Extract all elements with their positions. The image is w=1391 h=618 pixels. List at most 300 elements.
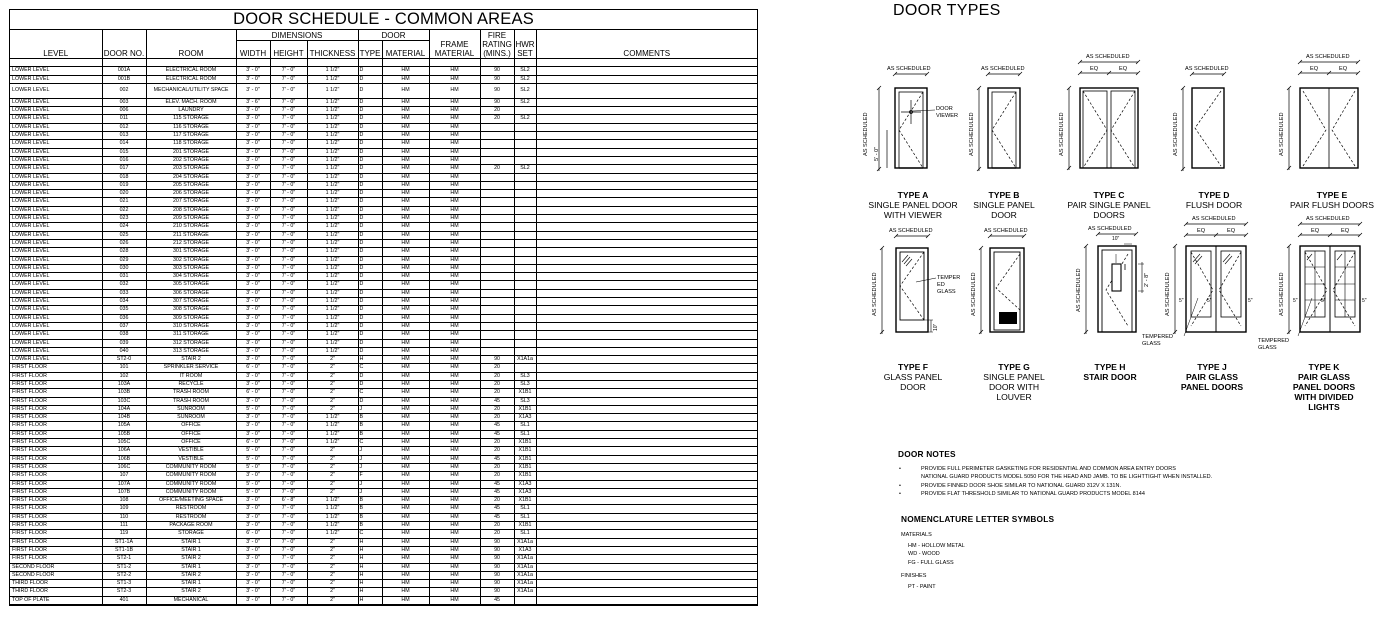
cell-comments: [536, 389, 757, 397]
cell-type: H: [358, 571, 382, 579]
cell-comments: [536, 397, 757, 405]
cell-type: J: [358, 488, 382, 496]
type-d-as-scheduled: AS SCHEDULED: [1185, 66, 1229, 72]
cell-thickness: 2": [307, 472, 358, 480]
type-j-sub-2: PANEL DOORS: [1180, 382, 1244, 392]
type-d-sub-1: FLUSH DOOR: [1185, 200, 1243, 210]
cell-hwr-set: [514, 190, 536, 198]
cell-room: VESTIBLE: [146, 455, 236, 463]
cell-hwr-set: [514, 123, 536, 131]
cell-door-no: 035: [102, 306, 146, 314]
type-k-as-scheduled: AS SCHEDULED: [1306, 216, 1350, 222]
cell-level: LOWER LEVEL: [10, 67, 102, 75]
cell-fire-rating: 90: [480, 555, 514, 563]
cell-room: STORAGE: [146, 530, 236, 538]
cell-hwr-set: SL1: [514, 530, 536, 538]
cell-width: 3' - 0": [236, 347, 270, 355]
cell-hwr-set: [514, 264, 536, 272]
cell-width: 3' - 0": [236, 588, 270, 596]
type-c-title: TYPE C: [1093, 190, 1125, 200]
schedule-row: [10, 231, 757, 239]
type-e-title: TYPE E: [1316, 190, 1348, 200]
cell-height: 7' - 0": [270, 248, 307, 256]
cell-thickness: 1 1/2": [307, 107, 358, 115]
type-f-sub-1: GLASS PANEL: [883, 372, 943, 382]
type-e-svg: [1274, 54, 1364, 174]
cell-hwr-set: [514, 248, 536, 256]
type-j-as-scheduled: AS SCHEDULED: [1192, 216, 1236, 222]
cell-width: 3' - 0": [236, 67, 270, 75]
cell-hwr-set: [514, 331, 536, 339]
schedule-row: [10, 414, 757, 422]
cell-type: C: [358, 389, 382, 397]
type-e-sub-1: PAIR FLUSH DOORS: [1290, 200, 1374, 210]
type-j-five-in-1: 5": [1179, 298, 1184, 304]
cell-thickness: 1 1/2": [307, 289, 358, 297]
schedule-row: [10, 75, 757, 83]
cell-type: D: [358, 115, 382, 123]
type-f-title: TYPE F: [897, 362, 929, 372]
type-b-label: [966, 190, 1042, 220]
cell-material: HM: [382, 356, 429, 364]
cell-door-no: 105B: [102, 430, 146, 438]
cell-type: D: [358, 264, 382, 272]
cell-door-no: 108: [102, 497, 146, 505]
cell-type: D: [358, 281, 382, 289]
col-header-type: TYPE: [358, 41, 382, 59]
cell-hwr-set: [514, 314, 536, 322]
cell-frame-material: HM: [429, 596, 480, 604]
cell-comments: [536, 206, 757, 214]
cell-thickness: 1 1/2": [307, 123, 358, 131]
cell-fire-rating: [480, 248, 514, 256]
cell-thickness: 1 1/2": [307, 505, 358, 513]
cell-room: 202 STORAGE: [146, 156, 236, 164]
cell-width: 3' - 0": [236, 546, 270, 554]
cell-room: 310 STORAGE: [146, 322, 236, 330]
type-k-five-in-2: 5": [1321, 298, 1326, 304]
cell-frame-material: HM: [429, 123, 480, 131]
cell-material: HM: [382, 67, 429, 75]
cell-material: HM: [382, 206, 429, 214]
col-header-fire-rating: FIRE RATING (MINS.): [480, 30, 514, 59]
cell-height: 7' - 0": [270, 596, 307, 604]
cell-material: HM: [382, 273, 429, 281]
cell-hwr-set: X1B1: [514, 447, 536, 455]
cell-room: 203 STORAGE: [146, 165, 236, 173]
cell-level: LOWER LEVEL: [10, 75, 102, 83]
cell-door-no: 014: [102, 140, 146, 148]
cell-hwr-set: SL2: [514, 83, 536, 98]
cell-type: D: [358, 273, 382, 281]
cell-material: HM: [382, 223, 429, 231]
cell-material: HM: [382, 538, 429, 546]
cell-room: 201 STORAGE: [146, 148, 236, 156]
cell-height: 7' - 0": [270, 546, 307, 554]
cell-type: D: [358, 206, 382, 214]
col-group-door: DOOR: [358, 30, 429, 41]
cell-comments: [536, 98, 757, 106]
cell-door-no: 031: [102, 273, 146, 281]
cell-comments: [536, 422, 757, 430]
schedule-row: [10, 422, 757, 430]
cell-frame-material: HM: [429, 306, 480, 314]
cell-thickness: 1 1/2": [307, 173, 358, 181]
cell-fire-rating: 90: [480, 546, 514, 554]
cell-type: C: [358, 364, 382, 372]
cell-fire-rating: 90: [480, 538, 514, 546]
cell-width: 3' - 0": [236, 223, 270, 231]
cell-material: HM: [382, 347, 429, 355]
cell-level: LOWER LEVEL: [10, 173, 102, 181]
cell-fire-rating: [480, 289, 514, 297]
cell-frame-material: HM: [429, 231, 480, 239]
cell-room: COMMUNITY ROOM: [146, 472, 236, 480]
cell-hwr-set: [514, 273, 536, 281]
cell-type: D: [358, 380, 382, 388]
type-d-svg: [1170, 66, 1240, 174]
cell-width: 3' - 0": [236, 75, 270, 83]
cell-type: B: [358, 422, 382, 430]
cell-room: 305 STORAGE: [146, 281, 236, 289]
cell-fire-rating: 90: [480, 98, 514, 106]
cell-level: LOWER LEVEL: [10, 206, 102, 214]
cell-fire-rating: 20: [480, 530, 514, 538]
cell-material: HM: [382, 397, 429, 405]
schedule-row: [10, 239, 757, 247]
cell-hwr-set: SL1: [514, 505, 536, 513]
cell-room: STAIR 2: [146, 356, 236, 364]
cell-height: 7' - 0": [270, 513, 307, 521]
cell-comments: [536, 588, 757, 596]
cell-door-no: 038: [102, 331, 146, 339]
cell-door-no: 102: [102, 372, 146, 380]
cell-comments: [536, 538, 757, 546]
cell-level: FIRST FLOOR: [10, 472, 102, 480]
cell-level: LOWER LEVEL: [10, 256, 102, 264]
cell-fire-rating: 20: [480, 165, 514, 173]
cell-door-no: 030: [102, 264, 146, 272]
schedule-row: [10, 314, 757, 322]
cell-type: H: [358, 546, 382, 554]
cell-comments: [536, 505, 757, 513]
cell-thickness: 1 1/2": [307, 98, 358, 106]
cell-comments: [536, 322, 757, 330]
cell-type: D: [358, 306, 382, 314]
cell-comments: [536, 414, 757, 422]
cell-material: HM: [382, 380, 429, 388]
schedule-row: [10, 555, 757, 563]
schedule-row: [10, 588, 757, 596]
cell-type: D: [358, 181, 382, 189]
cell-frame-material: HM: [429, 98, 480, 106]
type-c-eq-2: EQ: [1119, 66, 1128, 72]
type-f-drawing: [866, 228, 961, 340]
schedule-row: [10, 380, 757, 388]
type-j-as-scheduled-v: AS SCHEDULED: [1165, 272, 1171, 316]
cell-hwr-set: [514, 148, 536, 156]
cell-comments: [536, 380, 757, 388]
cell-height: 7' - 0": [270, 331, 307, 339]
cell-frame-material: HM: [429, 256, 480, 264]
cell-room: IT ROOM: [146, 372, 236, 380]
cell-height: 7' - 0": [270, 306, 307, 314]
schedule-row: [10, 580, 757, 588]
cell-hwr-set: [514, 281, 536, 289]
cell-frame-material: HM: [429, 248, 480, 256]
cell-width: 3' - 0": [236, 289, 270, 297]
schedule-row: [10, 372, 757, 380]
cell-room: VESTIBLE: [146, 447, 236, 455]
cell-door-no: 015: [102, 148, 146, 156]
schedule-row: [10, 596, 757, 604]
cell-height: 7' - 0": [270, 206, 307, 214]
cell-width: 3' - 0": [236, 231, 270, 239]
cell-door-no: 105C: [102, 439, 146, 447]
cell-room: 312 STORAGE: [146, 339, 236, 347]
cell-type: D: [358, 289, 382, 297]
cell-room: SPRINKLER SERVICE: [146, 364, 236, 372]
cell-comments: [536, 596, 757, 604]
cell-comments: [536, 165, 757, 173]
schedule-row: [10, 98, 757, 106]
cell-type: C: [358, 530, 382, 538]
cell-comments: [536, 298, 757, 306]
cell-fire-rating: [480, 181, 514, 189]
type-g-as-scheduled: AS SCHEDULED: [984, 228, 1028, 234]
schedule-row: [10, 83, 757, 98]
cell-thickness: 2": [307, 563, 358, 571]
cell-type: H: [358, 538, 382, 546]
cell-material: HM: [382, 596, 429, 604]
cell-hwr-set: [514, 223, 536, 231]
cell-fire-rating: [480, 306, 514, 314]
type-h-as-scheduled: AS SCHEDULED: [1088, 226, 1132, 232]
col-group-dimensions: DIMENSIONS: [236, 30, 358, 41]
finishes-heading: FINISHES: [901, 573, 927, 579]
schedule-row: [10, 488, 757, 496]
cell-width: 6' - 0": [236, 439, 270, 447]
cell-fire-rating: 45: [480, 397, 514, 405]
cell-width: 3' - 0": [236, 306, 270, 314]
cell-material: HM: [382, 181, 429, 189]
cell-type: D: [358, 98, 382, 106]
cell-level: LOWER LEVEL: [10, 98, 102, 106]
cell-level: THIRD FLOOR: [10, 588, 102, 596]
cell-comments: [536, 190, 757, 198]
cell-level: LOWER LEVEL: [10, 190, 102, 198]
type-b-title: TYPE B: [988, 190, 1020, 200]
cell-height: 7' - 0": [270, 156, 307, 164]
cell-fire-rating: [480, 206, 514, 214]
type-k-svg: [1274, 216, 1374, 346]
cell-door-no: 001A: [102, 67, 146, 75]
cell-material: HM: [382, 314, 429, 322]
cell-thickness: 1 1/2": [307, 513, 358, 521]
cell-type: D: [358, 314, 382, 322]
type-j-title: TYPE J: [1197, 362, 1227, 372]
type-a-drawing: [863, 66, 959, 174]
cell-comments: [536, 181, 757, 189]
tempered-j-line1: TEMPERED: [1142, 334, 1174, 340]
cell-door-no: 026: [102, 239, 146, 247]
cell-frame-material: HM: [429, 513, 480, 521]
cell-material: HM: [382, 439, 429, 447]
cell-material: HM: [382, 505, 429, 513]
door-notes-list: [898, 465, 1328, 498]
cell-comments: [536, 215, 757, 223]
cell-fire-rating: 45: [480, 596, 514, 604]
cell-hwr-set: X1A1a: [514, 588, 536, 596]
cell-height: 7' - 0": [270, 347, 307, 355]
cell-frame-material: HM: [429, 181, 480, 189]
cell-type: D: [358, 198, 382, 206]
cell-fire-rating: [480, 123, 514, 131]
cell-height: 7' - 0": [270, 389, 307, 397]
cell-hwr-set: SL2: [514, 98, 536, 106]
cell-height: 7' - 0": [270, 372, 307, 380]
cell-comments: [536, 156, 757, 164]
cell-room: 307 STORAGE: [146, 298, 236, 306]
cell-width: 3' - 0": [236, 190, 270, 198]
cell-width: 3' - 0": [236, 580, 270, 588]
cell-fire-rating: [480, 190, 514, 198]
cell-height: 7' - 0": [270, 588, 307, 596]
cell-frame-material: HM: [429, 331, 480, 339]
cell-fire-rating: [480, 281, 514, 289]
cell-comments: [536, 123, 757, 131]
cell-thickness: 1 1/2": [307, 422, 358, 430]
cell-fire-rating: 20: [480, 389, 514, 397]
cell-thickness: 1 1/2": [307, 83, 358, 98]
cell-material: HM: [382, 83, 429, 98]
cell-fire-rating: 20: [480, 497, 514, 505]
cell-material: HM: [382, 306, 429, 314]
type-g-drawing: [968, 228, 1038, 340]
cell-frame-material: HM: [429, 405, 480, 413]
type-a-five-ft: 5' - 0": [874, 146, 880, 161]
cell-comments: [536, 306, 757, 314]
cell-height: 7' - 0": [270, 522, 307, 530]
cell-width: 5' - 0": [236, 488, 270, 496]
cell-fire-rating: 20: [480, 115, 514, 123]
cell-frame-material: HM: [429, 322, 480, 330]
type-b-drawing: [966, 66, 1036, 174]
cell-comments: [536, 364, 757, 372]
cell-level: FIRST FLOOR: [10, 513, 102, 521]
cell-height: 7' - 0": [270, 264, 307, 272]
cell-frame-material: HM: [429, 488, 480, 496]
cell-width: 5' - 0": [236, 455, 270, 463]
type-d-drawing: [1170, 66, 1240, 174]
cell-type: D: [358, 215, 382, 223]
cell-room: 117 STORAGE: [146, 132, 236, 140]
type-k-title: TYPE K: [1308, 362, 1340, 372]
schedule-row: [10, 190, 757, 198]
cell-level: LOWER LEVEL: [10, 115, 102, 123]
cell-comments: [536, 289, 757, 297]
cell-fire-rating: [480, 140, 514, 148]
cell-width: 5' - 0": [236, 480, 270, 488]
cell-comments: [536, 75, 757, 83]
cell-room: 209 STORAGE: [146, 215, 236, 223]
col-header-level: LEVEL: [10, 30, 102, 59]
type-a-as-scheduled: AS SCHEDULED: [887, 66, 931, 72]
cell-frame-material: HM: [429, 107, 480, 115]
cell-level: LOWER LEVEL: [10, 107, 102, 115]
cell-room: PACKAGE ROOM: [146, 522, 236, 530]
cell-width: 5' - 0": [236, 447, 270, 455]
cell-material: HM: [382, 190, 429, 198]
cell-fire-rating: [480, 239, 514, 247]
cell-type: D: [358, 190, 382, 198]
cell-width: 3' - 0": [236, 571, 270, 579]
schedule-row: [10, 439, 757, 447]
cell-thickness: 1 1/2": [307, 248, 358, 256]
cell-frame-material: HM: [429, 480, 480, 488]
type-c-as-scheduled-v: AS SCHEDULED: [1059, 112, 1065, 156]
cell-level: LOWER LEVEL: [10, 298, 102, 306]
cell-width: 3' - 0": [236, 215, 270, 223]
cell-comments: [536, 248, 757, 256]
cell-height: 7' - 0": [270, 563, 307, 571]
type-k-eq-2: EQ: [1341, 228, 1350, 234]
schedule-row: [10, 480, 757, 488]
cell-width: 3' - 0": [236, 140, 270, 148]
cell-frame-material: HM: [429, 148, 480, 156]
cell-comments: [536, 372, 757, 380]
cell-hwr-set: SL3: [514, 372, 536, 380]
type-k-sub-1: PAIR GLASS: [1298, 372, 1350, 382]
cell-room: TRASH ROOM: [146, 397, 236, 405]
cell-frame-material: HM: [429, 530, 480, 538]
schedule-row: [10, 140, 757, 148]
cell-frame-material: HM: [429, 380, 480, 388]
cell-height: 7' - 0": [270, 115, 307, 123]
type-h-title: TYPE H: [1094, 362, 1126, 372]
cell-hwr-set: X1A3: [514, 414, 536, 422]
type-c-as-scheduled: AS SCHEDULED: [1086, 54, 1130, 60]
cell-level: FIRST FLOOR: [10, 522, 102, 530]
cell-width: 6' - 0": [236, 364, 270, 372]
cell-level: SECOND FLOOR: [10, 563, 102, 571]
cell-frame-material: HM: [429, 298, 480, 306]
cell-type: H: [358, 563, 382, 571]
cell-thickness: 2": [307, 364, 358, 372]
cell-door-no: ST1-1A: [102, 538, 146, 546]
cell-height: 7' - 0": [270, 148, 307, 156]
type-j-label: [1174, 362, 1250, 392]
cell-room: STAIR 2: [146, 588, 236, 596]
cell-thickness: 1 1/2": [307, 75, 358, 83]
cell-material: HM: [382, 405, 429, 413]
schedule-row: [10, 331, 757, 339]
cell-material: HM: [382, 430, 429, 438]
material-item: HM - HOLLOW METAL: [908, 543, 965, 549]
cell-room: ELEV. MACH. ROOM: [146, 98, 236, 106]
door-schedule: [9, 9, 758, 606]
cell-level: LOWER LEVEL: [10, 156, 102, 164]
cell-height: 7' - 0": [270, 530, 307, 538]
cell-type: D: [358, 339, 382, 347]
type-g-sub-1: SINGLE PANEL: [983, 372, 1045, 382]
door-types-title: DOOR TYPES: [893, 2, 1001, 19]
cell-hwr-set: [514, 156, 536, 164]
cell-door-no: ST2-2: [102, 571, 146, 579]
cell-material: HM: [382, 455, 429, 463]
cell-hwr-set: [514, 322, 536, 330]
cell-level: FIRST FLOOR: [10, 455, 102, 463]
